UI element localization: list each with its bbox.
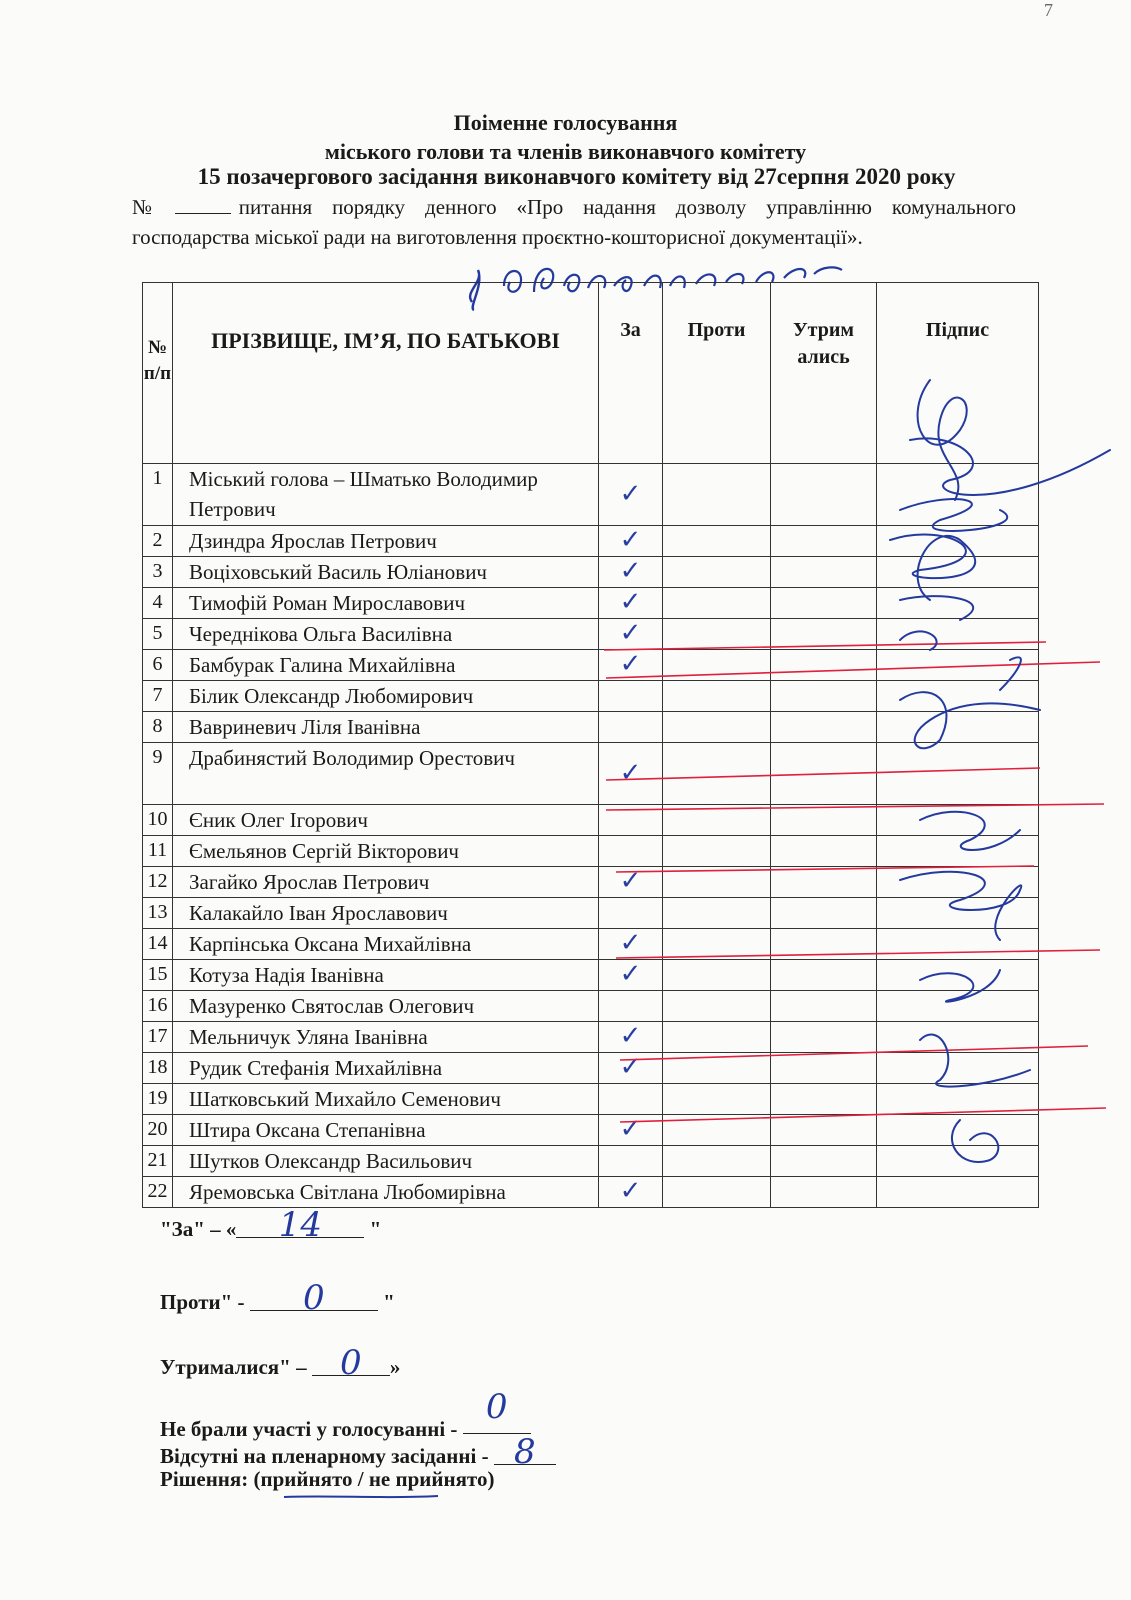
vote-against-cell — [663, 526, 771, 557]
checkmark-icon: ✓ — [619, 1114, 642, 1144]
vote-abstained-cell — [771, 1053, 877, 1084]
summary-not-participated: Не брали участі у голосуванні - 0 — [160, 1413, 531, 1442]
table-row — [143, 836, 1039, 867]
summary-decision: Рішення: (прийнято / не прийнято) — [160, 1467, 495, 1491]
member-name: Білик Олександр Любомирович — [173, 681, 599, 712]
vote-for-cell — [599, 867, 663, 898]
checkmark-icon: ✓ — [619, 587, 642, 617]
vote-against-cell — [663, 1177, 771, 1208]
vote-against-cell — [663, 743, 771, 805]
checkmark-icon: ✓ — [619, 1021, 642, 1051]
vote-abstained-cell — [771, 960, 877, 991]
signature-cell — [877, 836, 1039, 867]
member-name: Воціховський Василь Юліанович — [173, 557, 599, 588]
checkmark-icon: ✓ — [619, 866, 642, 896]
vote-for-cell — [599, 1084, 663, 1115]
signature-cell — [877, 650, 1039, 681]
vote-against-cell — [663, 712, 771, 743]
member-name: Карпінська Оксана Михайлівна — [173, 929, 599, 960]
vote-against-cell — [663, 588, 771, 619]
checkmark-icon: ✓ — [619, 618, 642, 648]
vote-for-cell — [599, 898, 663, 929]
vote-against-cell — [663, 1146, 771, 1177]
agenda-question: питання порядку денного «Про надання дозволу управлінню комунального господарства міської ради на виготовлення проєктно-кошторисної документації». — [132, 195, 1016, 249]
page-mark: 7 — [1044, 0, 1053, 20]
agenda-text — [132, 192, 1016, 252]
table-row — [143, 743, 1039, 805]
signature-cell — [877, 743, 1039, 805]
member-name: Тимофій Роман Мирославович — [173, 588, 599, 619]
vote-against-cell — [663, 836, 771, 867]
signature-cell — [877, 929, 1039, 960]
vote-against-cell — [663, 1053, 771, 1084]
summary-for-value: 14 — [236, 1213, 364, 1238]
row-number: 8 — [143, 712, 173, 743]
vote-for-cell — [599, 526, 663, 557]
signature-cell — [877, 464, 1039, 526]
vote-for-cell — [599, 650, 663, 681]
vote-against-cell — [663, 1084, 771, 1115]
checkmark-icon: ✓ — [619, 1176, 642, 1206]
table-row — [143, 805, 1039, 836]
member-name: Рудик Стефанія Михайлівна — [173, 1053, 599, 1084]
agenda-prefix: № — [132, 195, 167, 219]
row-number: 12 — [143, 867, 173, 898]
member-name: Котуза Надія Іванівна — [173, 960, 599, 991]
member-name: Ємельянов Сергій Вікторович — [173, 836, 599, 867]
vote-against-cell — [663, 867, 771, 898]
table-row — [143, 991, 1039, 1022]
row-number: 18 — [143, 1053, 173, 1084]
vote-for-cell — [599, 619, 663, 650]
member-name: Загайко Ярослав Петрович — [173, 867, 599, 898]
member-name: Вавриневич Ліля Іванівна — [173, 712, 599, 743]
checkmark-icon: ✓ — [619, 649, 642, 679]
member-name: Драбинястий Володимир Орестович — [173, 743, 599, 805]
row-number: 15 — [143, 960, 173, 991]
signature-cell — [877, 805, 1039, 836]
member-name: Бамбурак Галина Михайлівна — [173, 650, 599, 681]
summary-against-value: 0 — [250, 1286, 378, 1311]
summary-for: "За" – « 14 " — [160, 1205, 382, 1245]
vote-for-cell — [599, 1053, 663, 1084]
vote-for-cell — [599, 464, 663, 526]
table-row — [143, 557, 1039, 588]
table-row — [143, 898, 1039, 929]
vote-for-cell — [599, 836, 663, 867]
signature-cell — [877, 526, 1039, 557]
row-number: 16 — [143, 991, 173, 1022]
table-body — [143, 464, 1039, 1208]
vote-abstained-cell — [771, 867, 877, 898]
signature-cell — [877, 898, 1039, 929]
member-name: Яремовська Світлана Любомирівна — [173, 1177, 599, 1208]
table-row — [143, 681, 1039, 712]
summary-abstained-value: 0 — [312, 1351, 390, 1376]
table-row — [143, 929, 1039, 960]
vote-for-cell — [599, 1177, 663, 1208]
vote-against-cell — [663, 991, 771, 1022]
header-num: № п/п — [143, 283, 173, 464]
vote-for-cell — [599, 960, 663, 991]
header-for: За — [599, 283, 663, 464]
vote-for-cell — [599, 588, 663, 619]
vote-abstained-cell — [771, 743, 877, 805]
row-number: 11 — [143, 836, 173, 867]
signature-cell — [877, 712, 1039, 743]
checkmark-icon: ✓ — [619, 525, 642, 555]
vote-abstained-cell — [771, 1146, 877, 1177]
row-number: 9 — [143, 743, 173, 805]
vote-for-cell — [599, 743, 663, 805]
row-number: 14 — [143, 929, 173, 960]
signature-cell — [877, 1146, 1039, 1177]
header-abstained: Утрим ались — [771, 283, 877, 464]
vote-for-cell — [599, 557, 663, 588]
vote-abstained-cell — [771, 681, 877, 712]
row-number: 6 — [143, 650, 173, 681]
member-name: Штира Оксана Степанівна — [173, 1115, 599, 1146]
table-row — [143, 588, 1039, 619]
member-name: Калакайло Іван Ярославович — [173, 898, 599, 929]
vote-abstained-cell — [771, 929, 877, 960]
signature-cell — [877, 1022, 1039, 1053]
row-number: 17 — [143, 1022, 173, 1053]
title-line-1: Поіменне голосування — [453, 110, 678, 135]
member-name: Дзиндра Ярослав Петрович — [173, 526, 599, 557]
signature-cell — [877, 867, 1039, 898]
vote-against-cell — [663, 1115, 771, 1146]
row-number: 5 — [143, 619, 173, 650]
header-name: ПРІЗВИЩЕ, ІМ’Я, ПО БАТЬКОВІ — [173, 283, 599, 464]
signature-cell — [877, 588, 1039, 619]
signature-cell — [877, 960, 1039, 991]
header-against: Проти — [663, 283, 771, 464]
vote-abstained-cell — [771, 1022, 877, 1053]
table-row — [143, 1115, 1039, 1146]
summary-absent: Відсутні на пленарному засіданні - 8 — [160, 1440, 556, 1469]
checkmark-icon: ✓ — [619, 928, 642, 958]
signature-cell — [877, 1115, 1039, 1146]
checkmark-icon: ✓ — [619, 556, 642, 586]
table-row — [143, 1084, 1039, 1115]
signature-cell — [877, 1053, 1039, 1084]
vote-for-cell — [599, 712, 663, 743]
table-row — [143, 526, 1039, 557]
vote-abstained-cell — [771, 1177, 877, 1208]
title-line-3: 15 позачергового засідання виконавчого комітету від 27серпня 2020 року — [197, 164, 956, 189]
vote-abstained-cell — [771, 557, 877, 588]
table-row — [143, 464, 1039, 526]
vote-abstained-cell — [771, 712, 877, 743]
row-number: 22 — [143, 1177, 173, 1208]
member-name: Шатковський Михайло Семенович — [173, 1084, 599, 1115]
table-row — [143, 960, 1039, 991]
vote-abstained-cell — [771, 836, 877, 867]
table-row — [143, 867, 1039, 898]
vote-against-cell — [663, 929, 771, 960]
checkmark-icon: ✓ — [619, 1052, 642, 1082]
vote-against-cell — [663, 960, 771, 991]
row-number: 13 — [143, 898, 173, 929]
table-row — [143, 1146, 1039, 1177]
vote-against-cell — [663, 650, 771, 681]
vote-against-cell — [663, 805, 771, 836]
vote-against-cell — [663, 557, 771, 588]
member-name: Шутков Олександр Васильович — [173, 1146, 599, 1177]
checkmark-icon: ✓ — [619, 478, 642, 509]
row-number: 21 — [143, 1146, 173, 1177]
summary-not-participated-value: 0 — [485, 1387, 508, 1427]
decision-underline — [284, 1494, 438, 1500]
vote-abstained-cell — [771, 650, 877, 681]
title-line-2: міського голови та членів виконавчого комітету — [324, 139, 807, 164]
row-number: 3 — [143, 557, 173, 588]
vote-against-cell — [663, 619, 771, 650]
table-row — [143, 1022, 1039, 1053]
vote-table — [142, 282, 1039, 1208]
vote-for-cell — [599, 929, 663, 960]
vote-for-cell — [599, 805, 663, 836]
member-name: Череднікова Ольга Василівна — [173, 619, 599, 650]
vote-abstained-cell — [771, 1084, 877, 1115]
summary-against: Проти" - 0 " — [160, 1278, 395, 1318]
table-row — [143, 1053, 1039, 1084]
member-name: Єник Олег Ігорович — [173, 805, 599, 836]
decision-options: (прийнято / не прийнято) — [253, 1467, 495, 1491]
signature-cell — [877, 991, 1039, 1022]
vote-abstained-cell — [771, 526, 877, 557]
table-row — [143, 619, 1039, 650]
row-number: 10 — [143, 805, 173, 836]
vote-abstained-cell — [771, 588, 877, 619]
signature-cell — [877, 557, 1039, 588]
agenda-number-blank — [175, 193, 231, 214]
vote-against-cell — [663, 898, 771, 929]
table-row — [143, 1177, 1039, 1208]
vote-abstained-cell — [771, 619, 877, 650]
row-number: 4 — [143, 588, 173, 619]
vote-against-cell — [663, 681, 771, 712]
vote-abstained-cell — [771, 805, 877, 836]
signature-cell — [877, 1177, 1039, 1208]
row-number: 7 — [143, 681, 173, 712]
checkmark-icon: ✓ — [619, 757, 642, 788]
header-signature: Підпис — [877, 283, 1039, 464]
row-number: 1 — [143, 464, 173, 526]
vote-for-cell — [599, 991, 663, 1022]
vote-abstained-cell — [771, 464, 877, 526]
table-row — [143, 712, 1039, 743]
member-name: Мазуренко Святослав Олегович — [173, 991, 599, 1022]
signature-cell — [877, 1084, 1039, 1115]
table-header-row — [143, 283, 1039, 464]
row-number: 2 — [143, 526, 173, 557]
vote-for-cell — [599, 1146, 663, 1177]
checkmark-icon: ✓ — [619, 959, 642, 989]
vote-abstained-cell — [771, 898, 877, 929]
summary-abstained: Утрималися" – 0 » — [160, 1343, 401, 1383]
row-number: 19 — [143, 1084, 173, 1115]
row-number: 20 — [143, 1115, 173, 1146]
summary-absent-value: 8 — [494, 1440, 556, 1465]
table-row — [143, 650, 1039, 681]
vote-against-cell — [663, 1022, 771, 1053]
signature-cell — [877, 619, 1039, 650]
vote-for-cell — [599, 1115, 663, 1146]
vote-for-cell — [599, 1022, 663, 1053]
member-name: Міський голова – Шматько Володимир Петрович — [173, 464, 599, 526]
vote-for-cell — [599, 681, 663, 712]
vote-abstained-cell — [771, 991, 877, 1022]
member-name: Мельничук Уляна Іванівна — [173, 1022, 599, 1053]
vote-against-cell — [663, 464, 771, 526]
vote-abstained-cell — [771, 1115, 877, 1146]
signature-cell — [877, 681, 1039, 712]
